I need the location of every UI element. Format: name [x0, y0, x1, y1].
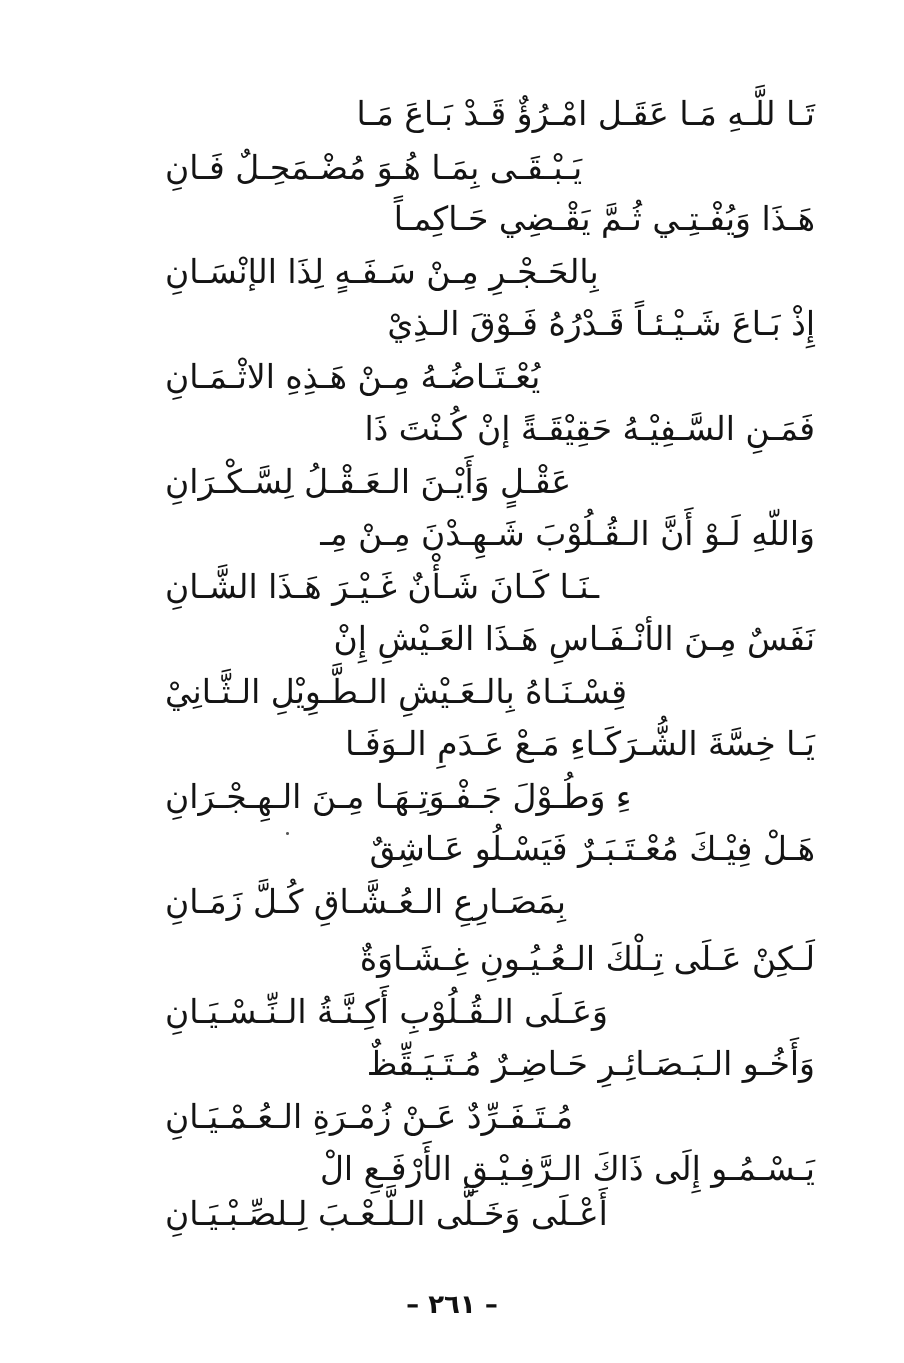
verse-line: بِمَصَـارِعِ الـعُـشَّـاقِ كُـلَّ زَمَـانِ: [165, 882, 566, 921]
verse-line: إِذْ بَـاعَ شَـيْـئـاً قَـدْرُهُ فَـوْقَ الـذِيْ: [387, 304, 815, 343]
verse-line: وَاللّهِ لَـوْ أَنَّ الـقُـلُوْبَ شَـهِـدْنَ مِـنْ مِـ: [320, 514, 815, 553]
verse-line: أَعْـلَى وَخَـلَّى الـلَّـعْـبَ لِـلصِّـبْـيَـانِ: [165, 1194, 608, 1233]
verse-line: ـنَـا كَـانَ شَـأْنٌ غَـيْـرَ هَـذَا الشَّـانِ: [165, 567, 600, 606]
verse-line: يَـسْـمُـو إِلَى ذَاكَ الـرَّفِـيْـقِ الأَرْفَـعِ الْ: [319, 1149, 815, 1188]
verse-line: لَـكِنْ عَـلَى تِـلْكَ الـعُـيُـونِ غِـشَـاوَةٌ: [359, 939, 815, 978]
verse-line: هَـلْ فِيْـكَ مُعْـتَـبَـرٌ فَيَسْـلُو عَـاشِقٌ: [369, 829, 815, 868]
verse-line: عَقْـلٍ وَأَيْـنَ الـعَـقْـلُ لِسَّـكْـرَانِ: [165, 462, 572, 501]
verse-line: وَأَخُـو الـبَـصَـائِـرِ حَـاضِـرٌ مُـتَـيَـقِّظٌ: [366, 1044, 815, 1083]
verse-line: تَـا للَّـهِ مَـا عَقَـل امْـرُؤٌ قَـدْ بَـاعَ مَـا: [356, 94, 815, 133]
verse-line: قِسْـنَـاهُ بِالـعَـيْشِ الـطَّـوِيْلِ الـثَّـانِيْ: [165, 672, 628, 711]
verse-line: يَـبْـقَـى بِمَـا هُـوَ مُضْـمَحِـلٌ فَـانِ: [165, 148, 583, 187]
verse-line: فَمَـنِ السَّـفِيْـهُ حَقِيْقَـةً إنْ كُـنْتَ ذَا: [364, 409, 815, 448]
verse-line: هَـذَا وَيُفْـتِـي ثُـمَّ يَقْـضِي حَـاكِمـاً: [393, 199, 815, 238]
page-number: – ٢٦١ –: [406, 1290, 498, 1320]
poem-text: [0, 88, 904, 1238]
verse-line: نَفَسٌ مِـنَ الأنْـفَـاسِ هَـذَا العَـيْشِ إِنْ: [333, 619, 815, 658]
verse-line: يَـا خِسَّةَ الشُّـرَكَـاءِ مَـعْ عَـدَمِ الـوَفَـا: [345, 724, 815, 763]
verse-line: يُعْـتَـاضُـهُ مِـنْ هَـذِهِ الاثْـمَـانِ: [165, 357, 541, 396]
verse-line: وَعَـلَى الـقُـلُوْبِ أَكِـنَّـةُ الـنِّـسْـيَـانِ: [165, 992, 608, 1031]
scan-speck: [286, 832, 289, 835]
verse-line: بِالحَـجْـرِ مِـنْ سَـفَـهٍ لِذَا الإنْسَـانِ: [165, 252, 599, 291]
verse-line: مُـتَـفَـرِّدٌ عَـنْ زُمْـرَةِ الـعُـمْـيَـانِ: [165, 1097, 574, 1136]
verse-line: ءِ وَطُـوْلَ جَـفْـوَتِـهَـا مِـنَ الـهِـجْـرَانِ: [165, 777, 632, 816]
